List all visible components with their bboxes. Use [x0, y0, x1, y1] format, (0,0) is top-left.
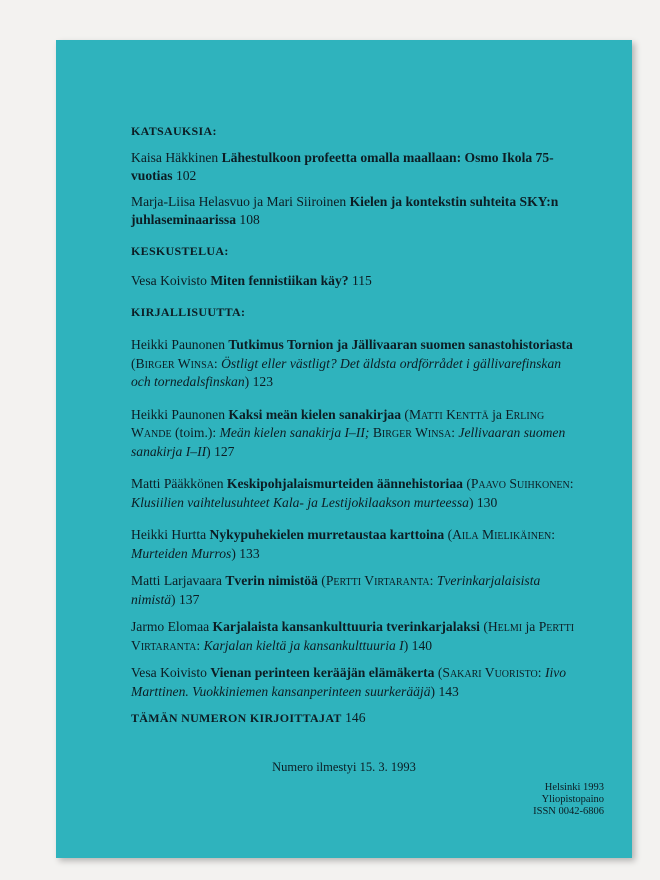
entry-title: Keskipohjalaismurteiden äännehistoriaa — [226, 476, 463, 491]
paren-close: ) — [403, 637, 409, 653]
reviewed-author: Birger Winsa — [372, 425, 452, 440]
paren-close: ) — [468, 494, 474, 510]
paren-open: ( — [447, 527, 453, 542]
paren-open: ( — [437, 665, 443, 680]
entry-title: Lähestulkoon profeetta omalla maallaan: Osmo Ikola 75-vuotias — [131, 149, 554, 183]
toc-entry — [131, 618, 576, 655]
entry-page: 137 — [178, 591, 200, 607]
reviewed-work: Östligt eller västligt? Det äldsta ordförrådet i gällivarefinskan och tornedalsfinskan — [131, 355, 562, 389]
conjunction: ja — [525, 619, 536, 634]
reviewed-author: Matti Kenttä — [408, 406, 489, 422]
colon: : — [213, 355, 218, 371]
reviewed-work: Meän kielen sanakirja I–II; — [219, 425, 370, 440]
toc-entry — [131, 664, 576, 701]
toc-entry — [131, 193, 576, 230]
reviewed-work: Iivo Marttinen. Vuokkiniemen kansanperinteen suurkerääjä — [131, 665, 567, 699]
entry-page: 130 — [476, 494, 498, 510]
paren-open: ( — [466, 476, 471, 491]
contributors-label: TÄMÄN NUMERON KIRJOITTAJAT — [131, 711, 342, 725]
toc-entry — [131, 149, 576, 186]
imprint-line: Yliopistopaino — [541, 794, 604, 805]
entry-page: 146 — [345, 710, 366, 725]
entry-page: 143 — [438, 683, 459, 699]
entry-page: 102 — [175, 168, 197, 183]
toc-entry — [131, 475, 576, 512]
toc-entry — [131, 406, 576, 462]
entry-author: Vesa Koivisto — [131, 273, 207, 288]
contributors-entry — [131, 709, 576, 728]
colon: : — [429, 573, 434, 588]
colon: : — [569, 476, 574, 491]
imprint-line: Helsinki 1993 — [544, 782, 604, 793]
imprint-line: ISSN 0042-6806 — [533, 806, 604, 817]
section-heading-kirjallisuutta: KIRJALLISUUTTA: — [131, 304, 246, 319]
entry-author: Jarmo Elomaa — [131, 619, 210, 634]
reviewed-author: Aila Mielikäinen — [452, 527, 552, 542]
reviewed-author: Sakari Vuoristo — [442, 665, 538, 680]
entry-title: Nykypuhekielen murretaustaa karttoina — [209, 527, 445, 542]
editor-note: (toim.): — [175, 425, 217, 440]
toc-entry — [131, 272, 576, 291]
entry-author: Heikki Paunonen — [131, 406, 226, 422]
paren-close: ) — [231, 545, 236, 561]
paren-open: ( — [483, 619, 488, 634]
entry-page: 123 — [252, 374, 273, 389]
entry-author: Marja-Liisa Helasvuo ja Mari Siiroinen — [131, 193, 347, 209]
entry-page: 127 — [214, 443, 235, 459]
toc-entry — [131, 526, 576, 563]
paren-close: ) — [171, 591, 176, 607]
paren-open: ( — [404, 406, 409, 422]
entry-author: Heikki Paunonen — [131, 337, 226, 352]
reviewed-work: Murteiden Murros — [131, 545, 232, 561]
entry-page: 133 — [239, 545, 260, 561]
reviewed-author: Pertti Virtaranta — [325, 573, 430, 588]
reviewed-work: Karjalan kieltä ja kansankulttuuria I — [203, 637, 404, 653]
entry-page: 108 — [239, 212, 260, 227]
reviewed-author: Pertti Virtaranta — [131, 619, 575, 653]
entry-title: Tverin nimistöä — [225, 573, 318, 588]
toc-entry — [131, 336, 576, 392]
reviewed-author: Helmi — [487, 619, 523, 634]
entry-title: Kielen ja kontekstin suhteita SKY:n juhlaseminaarissa — [131, 193, 559, 227]
colon: : — [451, 425, 456, 440]
reviewed-work: Klusiilien vaihtelusuhteet Kala- ja Lestijokilaakson murteessa — [131, 494, 469, 510]
colon: : — [551, 527, 556, 542]
paren-open: ( — [131, 355, 136, 371]
entry-author: Heikki Hurtta — [131, 527, 207, 542]
toc-entry — [131, 572, 576, 609]
paren-open: ( — [321, 573, 326, 588]
entry-title: Karjalaista kansankulttuuria tverinkarjalaksi — [212, 619, 480, 634]
entry-author: Matti Pääkkönen — [131, 476, 224, 491]
back-cover — [56, 40, 632, 858]
paren-close: ) — [244, 374, 250, 389]
colon: : — [196, 637, 201, 653]
section-heading-keskustelua: KESKUSTELUA: — [131, 243, 229, 258]
entry-title: Miten fennistiikan käy? — [210, 273, 349, 288]
paren-close: ) — [430, 683, 436, 699]
reviewed-author: Erling Wande — [131, 406, 545, 440]
issue-date: Numero ilmestyi 15. 3. 1993 — [272, 760, 416, 774]
entry-author: Matti Larjavaara — [131, 573, 222, 588]
conjunction: ja — [492, 406, 502, 422]
reviewed-author: Paavo Suihkonen — [470, 476, 570, 491]
entry-title: Tutkimus Tornion ja Jällivaaran suomen sanastohistoriasta — [228, 337, 573, 352]
review-note — [131, 356, 561, 390]
paren-close: ) — [206, 443, 211, 459]
entry-title: Vienan perinteen kerääjän elämäkerta — [210, 665, 435, 680]
entry-author: Kaisa Häkkinen — [131, 149, 219, 165]
section-heading-katsauksia: KATSAUKSIA: — [131, 124, 217, 138]
imprint — [474, 782, 604, 818]
colon: : — [537, 665, 542, 680]
reviewed-work: Tverinkarjalaisista nimistä — [131, 573, 541, 607]
reviewed-author: Birger Winsa — [135, 355, 214, 371]
entry-title: Kaksi meän kielen sanakirjaa — [228, 406, 402, 422]
entry-page: 140 — [411, 637, 433, 653]
reviewed-work: Jellivaaran suomen sanakirja I–II — [131, 425, 566, 459]
entry-page: 115 — [351, 273, 372, 288]
entry-author: Vesa Koivisto — [131, 665, 207, 680]
table-of-contents — [131, 122, 576, 728]
